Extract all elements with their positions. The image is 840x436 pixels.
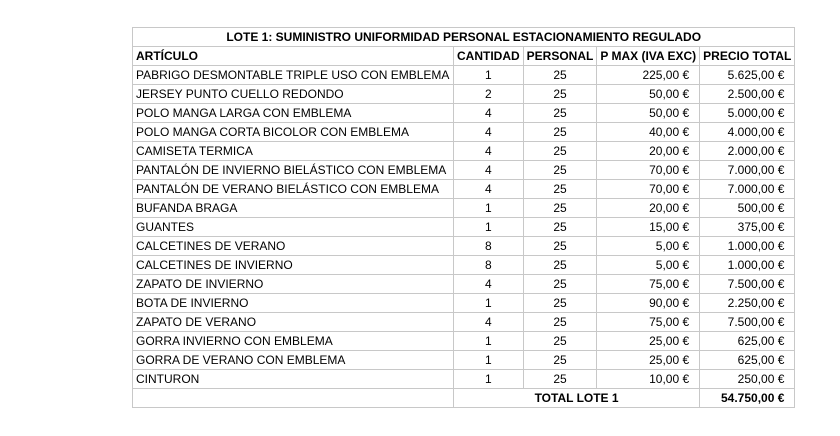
- cell-articulo: POLO MANGA CORTA BICOLOR CON EMBLEMA: [133, 123, 454, 142]
- cell-articulo: PANTALÓN DE INVIERNO BIELÁSTICO CON EMBLEMA: [133, 161, 454, 180]
- cell-articulo: ZAPATO DE VERANO: [133, 313, 454, 332]
- table-row: [133, 275, 795, 294]
- cell-personal: 25: [523, 85, 597, 104]
- cell-precio-total: 2.500,00 €: [700, 85, 795, 104]
- cell-personal: 25: [523, 180, 597, 199]
- cell-cantidad: 1: [454, 66, 524, 85]
- cell-cantidad: 1: [454, 218, 524, 237]
- cell-precio-total: 500,00 €: [700, 199, 795, 218]
- cell-precio-max: 10,00 €: [597, 370, 700, 389]
- cell-articulo: PABRIGO DESMONTABLE TRIPLE USO CON EMBLEMA: [133, 66, 454, 85]
- cell-precio-total: 7.500,00 €: [700, 313, 795, 332]
- cell-precio-max: 20,00 €: [597, 142, 700, 161]
- cell-precio-max: 70,00 €: [597, 180, 700, 199]
- table-row: [133, 256, 795, 275]
- table-row: [133, 199, 795, 218]
- cell-personal: 25: [523, 142, 597, 161]
- cell-personal: 25: [523, 123, 597, 142]
- cell-cantidad: 1: [454, 294, 524, 313]
- cell-cantidad: 1: [454, 370, 524, 389]
- header-articulo: ARTÍCULO: [133, 47, 454, 66]
- cell-precio-max: 70,00 €: [597, 161, 700, 180]
- total-value: 54.750,00 €: [700, 389, 795, 408]
- cell-precio-total: 375,00 €: [700, 218, 795, 237]
- table-row: [133, 66, 795, 85]
- cell-precio-total: 7.000,00 €: [700, 161, 795, 180]
- cell-articulo: CALCETINES DE INVIERNO: [133, 256, 454, 275]
- cell-precio-total: 625,00 €: [700, 332, 795, 351]
- header-personal: PERSONAL: [523, 47, 597, 66]
- cell-personal: 25: [523, 104, 597, 123]
- cell-precio-max: 50,00 €: [597, 104, 700, 123]
- cell-personal: 25: [523, 275, 597, 294]
- cell-cantidad: 4: [454, 104, 524, 123]
- cell-cantidad: 8: [454, 256, 524, 275]
- cell-precio-max: 50,00 €: [597, 85, 700, 104]
- cell-articulo: CALCETINES DE VERANO: [133, 237, 454, 256]
- total-label: TOTAL LOTE 1: [454, 389, 700, 408]
- cell-articulo: BUFANDA BRAGA: [133, 199, 454, 218]
- cell-precio-max: 20,00 €: [597, 199, 700, 218]
- cell-articulo: PANTALÓN DE VERANO BIELÁSTICO CON EMBLEMA: [133, 180, 454, 199]
- cell-precio-total: 2.250,00 €: [700, 294, 795, 313]
- header-precio-max: P MAX (IVA EXC): [597, 47, 700, 66]
- table-row: [133, 237, 795, 256]
- cell-precio-total: 625,00 €: [700, 351, 795, 370]
- cell-cantidad: 4: [454, 313, 524, 332]
- table-body: [133, 66, 795, 389]
- cell-precio-max: 15,00 €: [597, 218, 700, 237]
- table-row: [133, 104, 795, 123]
- cell-cantidad: 8: [454, 237, 524, 256]
- cell-precio-total: 250,00 €: [700, 370, 795, 389]
- total-row: [133, 389, 795, 408]
- cell-precio-total: 1.000,00 €: [700, 256, 795, 275]
- cell-precio-total: 5.000,00 €: [700, 104, 795, 123]
- cell-precio-total: 4.000,00 €: [700, 123, 795, 142]
- cell-cantidad: 4: [454, 123, 524, 142]
- cell-precio-max: 75,00 €: [597, 275, 700, 294]
- table-title: LOTE 1: SUMINISTRO UNIFORMIDAD PERSONAL ESTACIONAMIENTO REGULADO: [133, 28, 795, 47]
- cell-personal: 25: [523, 351, 597, 370]
- cell-personal: 25: [523, 199, 597, 218]
- cell-precio-max: 25,00 €: [597, 332, 700, 351]
- table-row: [133, 142, 795, 161]
- header-cantidad: CANTIDAD: [454, 47, 524, 66]
- cell-articulo: GUANTES: [133, 218, 454, 237]
- lote-table: [132, 27, 795, 408]
- cell-personal: 25: [523, 332, 597, 351]
- cell-articulo: GORRA DE VERANO CON EMBLEMA: [133, 351, 454, 370]
- cell-precio-total: 1.000,00 €: [700, 237, 795, 256]
- cell-personal: 25: [523, 370, 597, 389]
- cell-articulo: CAMISETA TERMICA: [133, 142, 454, 161]
- cell-personal: 25: [523, 161, 597, 180]
- table-row: [133, 351, 795, 370]
- cell-personal: 25: [523, 237, 597, 256]
- cell-precio-max: 90,00 €: [597, 294, 700, 313]
- cell-cantidad: 4: [454, 142, 524, 161]
- cell-personal: 25: [523, 256, 597, 275]
- cell-precio-max: 40,00 €: [597, 123, 700, 142]
- cell-articulo: JERSEY PUNTO CUELLO REDONDO: [133, 85, 454, 104]
- table-row: [133, 218, 795, 237]
- cell-precio-total: 7.000,00 €: [700, 180, 795, 199]
- cell-personal: 25: [523, 313, 597, 332]
- cell-cantidad: 4: [454, 161, 524, 180]
- cell-precio-total: 2.000,00 €: [700, 142, 795, 161]
- cell-precio-total: 5.625,00 €: [700, 66, 795, 85]
- cell-personal: 25: [523, 294, 597, 313]
- header-precio-total: PRECIO TOTAL: [700, 47, 795, 66]
- table-row: [133, 123, 795, 142]
- cell-cantidad: 1: [454, 199, 524, 218]
- cell-precio-max: 25,00 €: [597, 351, 700, 370]
- table-row: [133, 332, 795, 351]
- cell-cantidad: 4: [454, 275, 524, 294]
- cell-personal: 25: [523, 218, 597, 237]
- cell-precio-max: 225,00 €: [597, 66, 700, 85]
- cell-cantidad: 4: [454, 180, 524, 199]
- table-row: [133, 85, 795, 104]
- cell-personal: 25: [523, 66, 597, 85]
- cell-articulo: CINTURON: [133, 370, 454, 389]
- table-row: [133, 161, 795, 180]
- cell-articulo: BOTA DE INVIERNO: [133, 294, 454, 313]
- cell-precio-max: 5,00 €: [597, 256, 700, 275]
- header-row: [133, 47, 795, 66]
- cell-articulo: GORRA INVIERNO CON EMBLEMA: [133, 332, 454, 351]
- table-row: [133, 180, 795, 199]
- table-row: [133, 370, 795, 389]
- cell-cantidad: 1: [454, 351, 524, 370]
- cell-cantidad: 1: [454, 332, 524, 351]
- table-row: [133, 313, 795, 332]
- total-blank-cell: [133, 389, 454, 408]
- cell-articulo: POLO MANGA LARGA CON EMBLEMA: [133, 104, 454, 123]
- cell-precio-max: 75,00 €: [597, 313, 700, 332]
- table-row: [133, 294, 795, 313]
- cell-precio-max: 5,00 €: [597, 237, 700, 256]
- cell-precio-total: 7.500,00 €: [700, 275, 795, 294]
- cell-articulo: ZAPATO DE INVIERNO: [133, 275, 454, 294]
- cell-cantidad: 2: [454, 85, 524, 104]
